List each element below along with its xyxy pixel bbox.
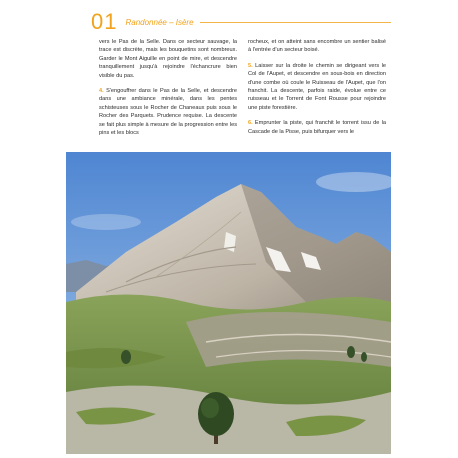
text-column-left xyxy=(99,38,237,144)
step-number: 6. xyxy=(248,120,253,127)
section-title: Randonnée – Isère xyxy=(125,17,194,27)
paragraph: vers le Pas de la Selle. Dans ce secteur sauvage, la trace est discrète, mais les bouquetins sont nombreux. Garder le Mont Aiguille en point de mire, et descendre tranquillement jusqu'à rejoindre l'échancrure bien visible du pas. xyxy=(99,39,237,79)
step-number: 5. xyxy=(248,62,253,69)
text-column-right xyxy=(248,38,386,143)
step-number: 4. xyxy=(99,88,104,95)
chapter-number: 01 xyxy=(91,9,118,34)
rock-ledge xyxy=(186,312,391,367)
header-divider xyxy=(200,22,391,23)
paragraph: rocheux, et on atteint sans encombre un sentier balisé à l'entrée d'un secteur boisé. xyxy=(248,39,386,54)
paragraph-step-4 xyxy=(99,87,237,137)
paragraph-step-6 xyxy=(248,119,386,136)
cloud xyxy=(71,214,141,230)
step-text: Laisser sur la droite le chemin se dirigeant vers le Col de l'Aupet, et descendre en sous-bois en direction d'une combe où coule le Ruisseau de l'Aupet, que l'on franchit. La descente, parfois raide, évolue entre ce ruisseau et le Torrent de Font Rousse pour rejoindre une piste forestière. xyxy=(248,62,386,111)
step-text: S'engouffrer dans le Pas de la Selle, et descendre dans une ambiance minérale, dans les pentes schisteuses sous le Rocher de Chaneaux puis sous le Rocher des Parquets. Prudence requise. La descente se fait plus simple à mesure de la progression entre les pins et les blocs xyxy=(99,88,237,137)
mountain-landscape-photo xyxy=(66,152,391,454)
step-text: Emprunter la piste, qui franchit le torrent issu de la Cascade de la Pisse, puis bifurquer vers le xyxy=(248,120,386,135)
paragraph-step-5 xyxy=(248,62,386,112)
page-header xyxy=(91,10,391,34)
mountain-photo-illustration xyxy=(66,152,391,454)
pine-tree xyxy=(121,350,131,364)
